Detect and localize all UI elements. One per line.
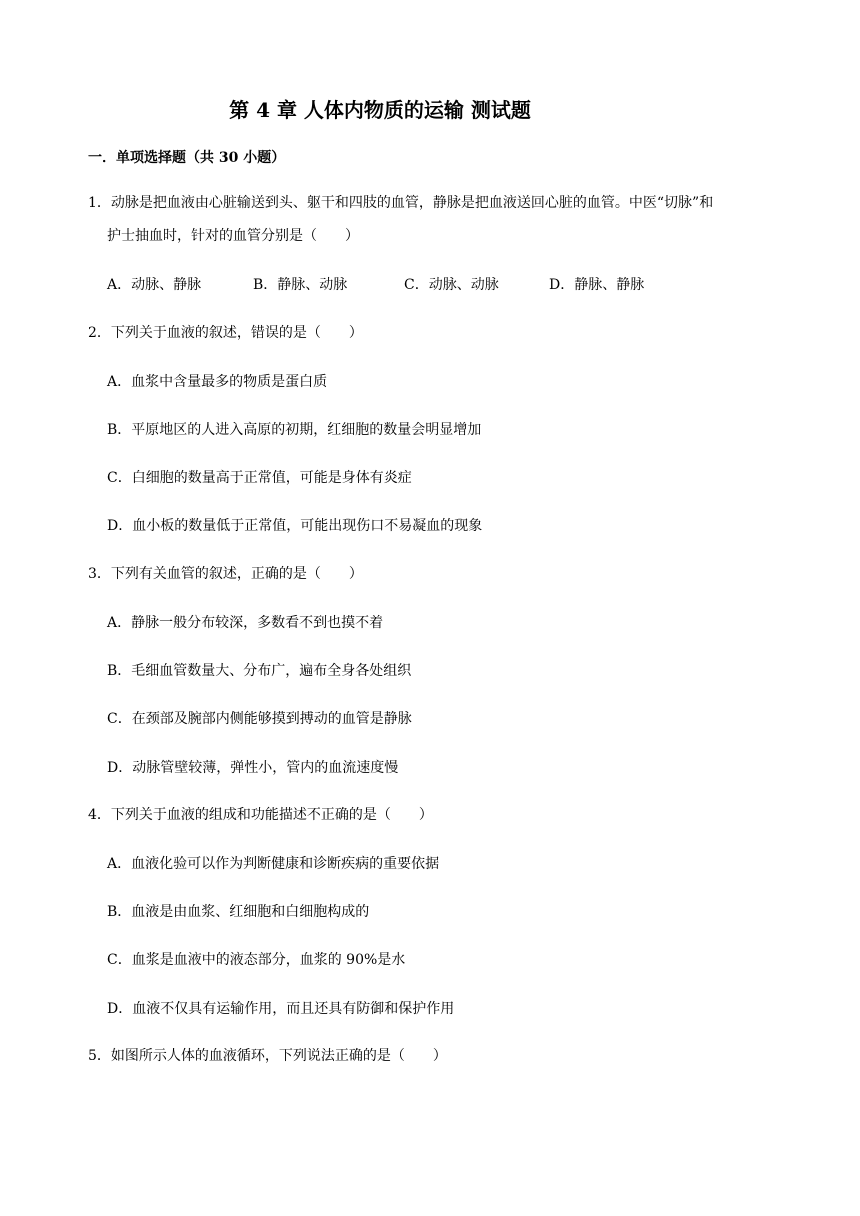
question-3-stem: 3．下列有关血管的叙述，正确的是（ ）	[88, 566, 363, 582]
question-1-option-a: A．动脉、静脉	[107, 277, 202, 293]
question-3-option-c: C．在颈部及腕部内侧能够摸到搏动的血管是静脉	[107, 711, 412, 727]
section-heading: 一．单项选择题（共 30 小题）	[88, 150, 286, 166]
question-4-option-c: C．血浆是血液中的液态部分，血浆的 90%是水	[107, 952, 406, 968]
question-4-option-b: B．血液是由血浆、红细胞和白细胞构成的	[107, 904, 370, 920]
question-2-option-a: A．血浆中含量最多的物质是蛋白质	[107, 374, 328, 390]
question-1-stem-line-2: 护士抽血时，针对的血管分别是（ ）	[107, 228, 359, 244]
question-1-option-c: C．动脉、动脉	[404, 277, 499, 293]
question-3-option-b: B．毛细血管数量大、分布广，遍布全身各处组织	[107, 663, 412, 679]
question-1-stem-line-1: 1．动脉是把血液由心脏输送到头、躯干和四肢的血管，静脉是把血液送回心脏的血管。中医“切脉”和	[88, 195, 714, 211]
question-4-option-d: D．血液不仅具有运输作用，而且还具有防御和保护作用	[107, 1001, 455, 1017]
question-2-stem: 2．下列关于血液的叙述，错误的是（ ）	[88, 325, 363, 341]
question-3-option-d: D．动脉管壁较薄，弹性小，管内的血流速度慢	[107, 760, 399, 776]
question-1-option-b: B．静脉、动脉	[253, 277, 348, 293]
question-4-stem: 4．下列关于血液的组成和功能描述不正确的是（ ）	[88, 807, 433, 823]
question-2-option-b: B．平原地区的人进入高原的初期，红细胞的数量会明显增加	[107, 422, 482, 438]
question-5-stem: 5．如图所示人体的血液循环，下列说法正确的是（ ）	[88, 1048, 447, 1064]
question-4-option-a: A．血液化验可以作为判断健康和诊断疾病的重要依据	[107, 856, 440, 872]
question-3-option-a: A．静脉一般分布较深，多数看不到也摸不着	[107, 615, 384, 631]
page-title: 第 4 章 人体内物质的运输 测试题	[229, 98, 531, 122]
question-1-options	[0, 275, 860, 295]
question-1-option-d: D．静脉、静脉	[549, 277, 645, 293]
question-2-option-c: C．白细胞的数量高于正常值，可能是身体有炎症	[107, 470, 412, 486]
question-2-option-d: D．血小板的数量低于正常值，可能出现伤口不易凝血的现象	[107, 518, 483, 534]
